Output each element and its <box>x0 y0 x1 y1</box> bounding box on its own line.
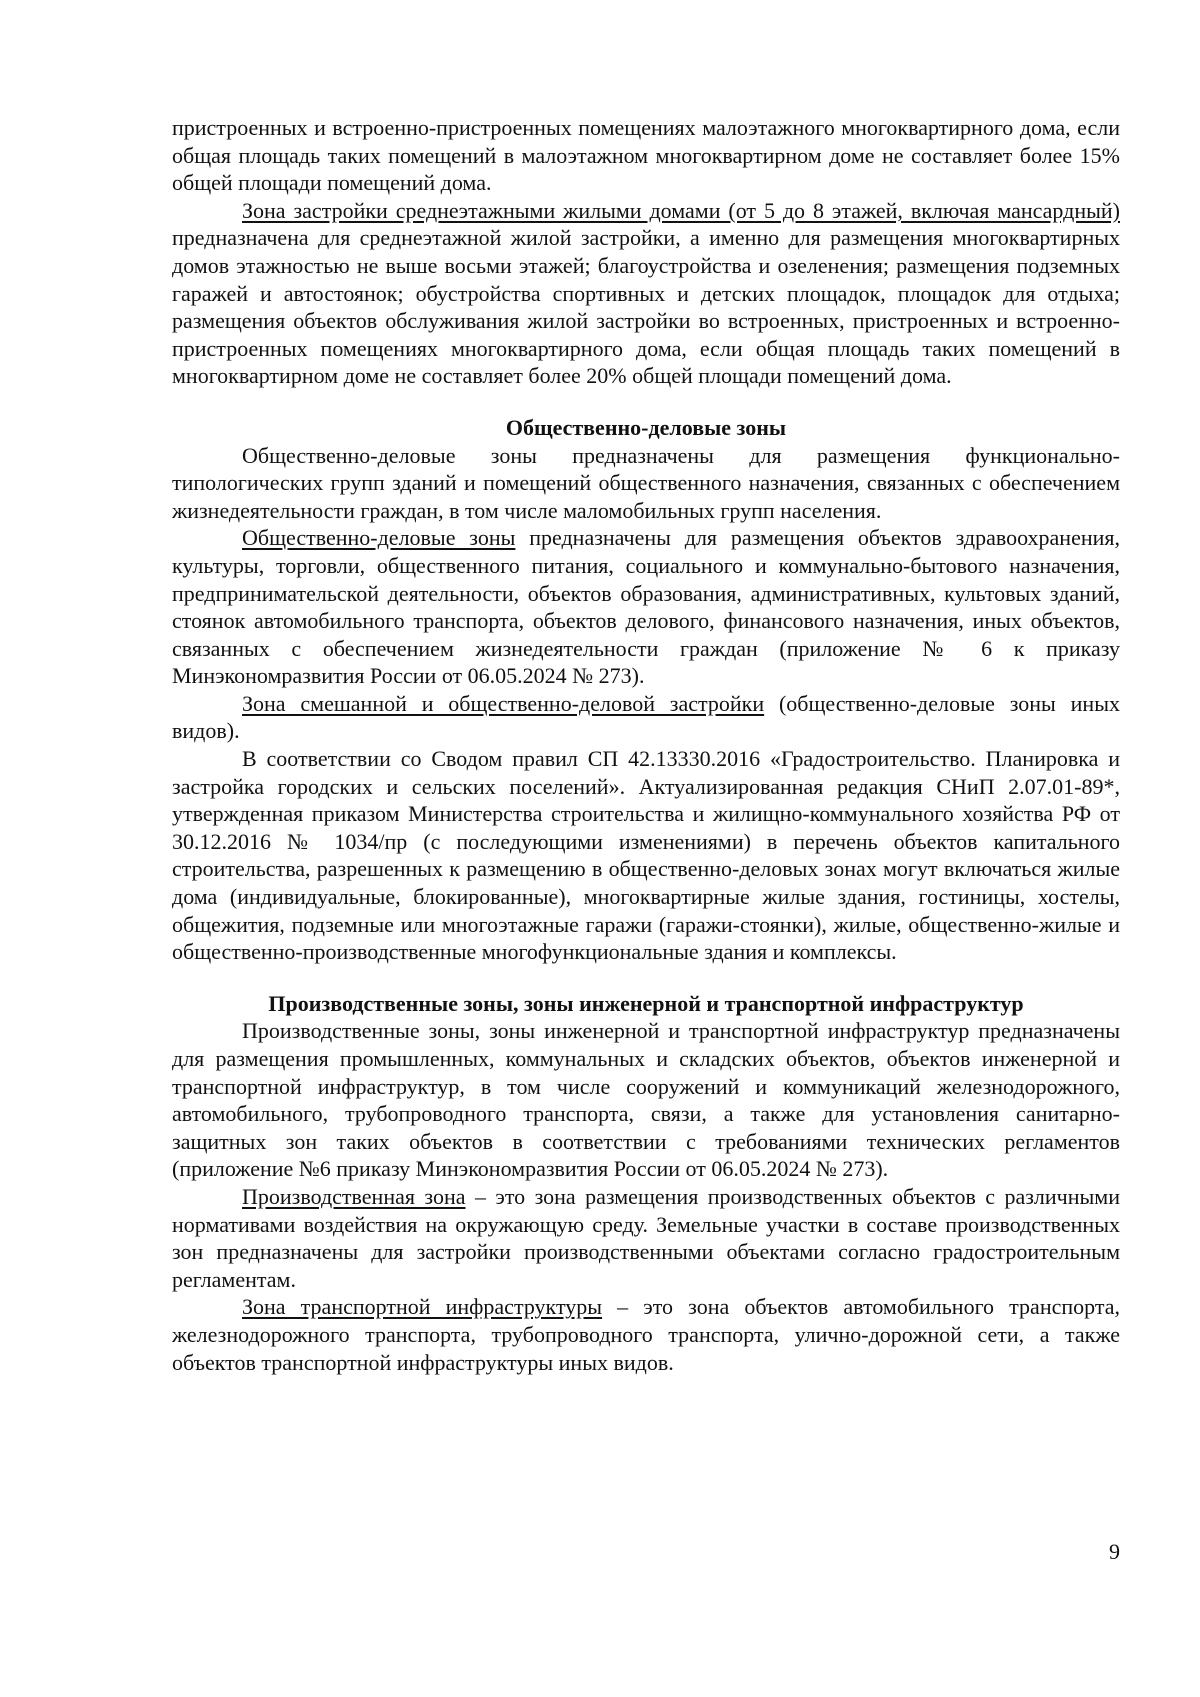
defined-term: Зона транспортной инфраструктуры <box>242 1294 603 1320</box>
paragraph-text: – это зона объектов автомобильного транспорта, железнодорожного транспорта, трубопроводного транспорта, улично-дорожной сети, а также объектов транспортной инфраструктуры иных видов. <box>172 1294 1120 1375</box>
page-number: 9 <box>1109 1539 1120 1564</box>
section-heading: Общественно-деловые зоны <box>505 414 787 440</box>
document-body <box>172 114 1120 1376</box>
defined-term: Производственная зона <box>242 1183 466 1209</box>
paragraph <box>172 114 1120 197</box>
defined-term: Зона застройки среднеэтажными жилыми домами (от 5 до 8 этажей, включая мансардный) <box>242 197 1120 223</box>
paragraph-text: пристроенных и встроенно-пристроенных помещениях малоэтажного многоквартирного дома, если общая площадь таких помещений в малоэтажном многоквартирном доме не составляет более 15% общей площади помещений дома. <box>172 115 1120 196</box>
paragraph-text: – это зона размещения производственных объектов с различными нормативами воздействия на окружающую среду. Земельные участки в составе производственных зон предназначены для застройки производственными объектами согласно градостроительным регламентам. <box>172 1183 1120 1292</box>
paragraph <box>172 197 1120 390</box>
paragraph <box>172 745 1120 966</box>
section-heading: Производственные зоны, зоны инженерной и транспортной инфраструктур <box>268 990 1024 1016</box>
paragraph <box>172 1293 1120 1376</box>
paragraph-text: В соответствии со Сводом правил СП 42.13330.2016 «Градостроительство. Планировка и застройка городских и сельских поселений». Актуализированная редакция СНиП 2.07.01-89*, утвержденная приказом Министерства строительства и жилищно-коммунального хозяйства РФ от 30.12.2016 № 1034/пр (с последующими изменениями) в перечень объектов капитального строительства, разрешенных к размещению в общественно-деловых зонах могут включаться жилые дома (индивидуальные, блокированные), многоквартирные жилые здания, гостиницы, хостелы, общежития, подземные или многоэтажные гаражи (гаражи-стоянки), жилые, общественно-жилые и общественно-производственные многофункциональные здания и комплексы. <box>172 746 1120 965</box>
paragraph <box>172 690 1120 745</box>
paragraph-text: Производственные зоны, зоны инженерной и транспортной инфраструктур предназначены для размещения промышленных, коммунальных и складских объектов, объектов инженерной и транспортной инфраструктур, в том числе сооружений и коммуникаций железнодорожного, автомобильного, трубопроводного транспорта, связи, а также для установления санитарно-защитных зон таких объектов в соответствии с требованиями технических регламентов (приложение №6 приказу Минэкономразвития России от 06.05.2024 № 273). <box>172 1018 1120 1182</box>
paragraph-text: (общественно-деловые зоны иных видов). <box>172 690 1120 744</box>
paragraph-text: Общественно-деловые зоны предназначены для размещения функционально-типологических групп зданий и помещений общественного назначения, связанных с обеспечением жизнедеятельности граждан, в том числе маломобильных групп населения. <box>172 442 1120 523</box>
paragraph <box>172 1183 1120 1293</box>
paragraph <box>172 524 1120 690</box>
paragraph-text: предназначены для размещения объектов здравоохранения, культуры, торговли, общественного питания, социального и коммунально-бытового назначения, предпринимательской деятельности, объектов образования, административных, культовых зданий, стоянок автомобильного транспорта, объектов делового, финансового назначения, иных объектов, связанных с обеспечением жизнедеятельности граждан (приложение № 6 к приказу Минэкономразвития России от 06.05.2024 № 273). <box>172 525 1120 689</box>
defined-term: Зона смешанной и общественно-деловой застройки <box>242 690 765 716</box>
paragraph <box>172 1017 1120 1183</box>
defined-term: Общественно-деловые зоны <box>242 525 516 551</box>
paragraph-text: предназначена для среднеэтажной жилой застройки, а именно для размещения многоквартирных домов этажностью не выше восьми этажей; благоустройства и озеленения; размещения подземных гаражей и автостоянок; обустройства спортивных и детских площадок, площадок для отдыха; размещения объектов обслуживания жилой застройки во встроенных, пристроенных и встроенно-пристроенных помещениях многоквартирного дома, если общая площадь таких помещений в многоквартирном доме не составляет более 20% общей площади помещений дома. <box>172 225 1120 389</box>
paragraph <box>172 442 1120 525</box>
